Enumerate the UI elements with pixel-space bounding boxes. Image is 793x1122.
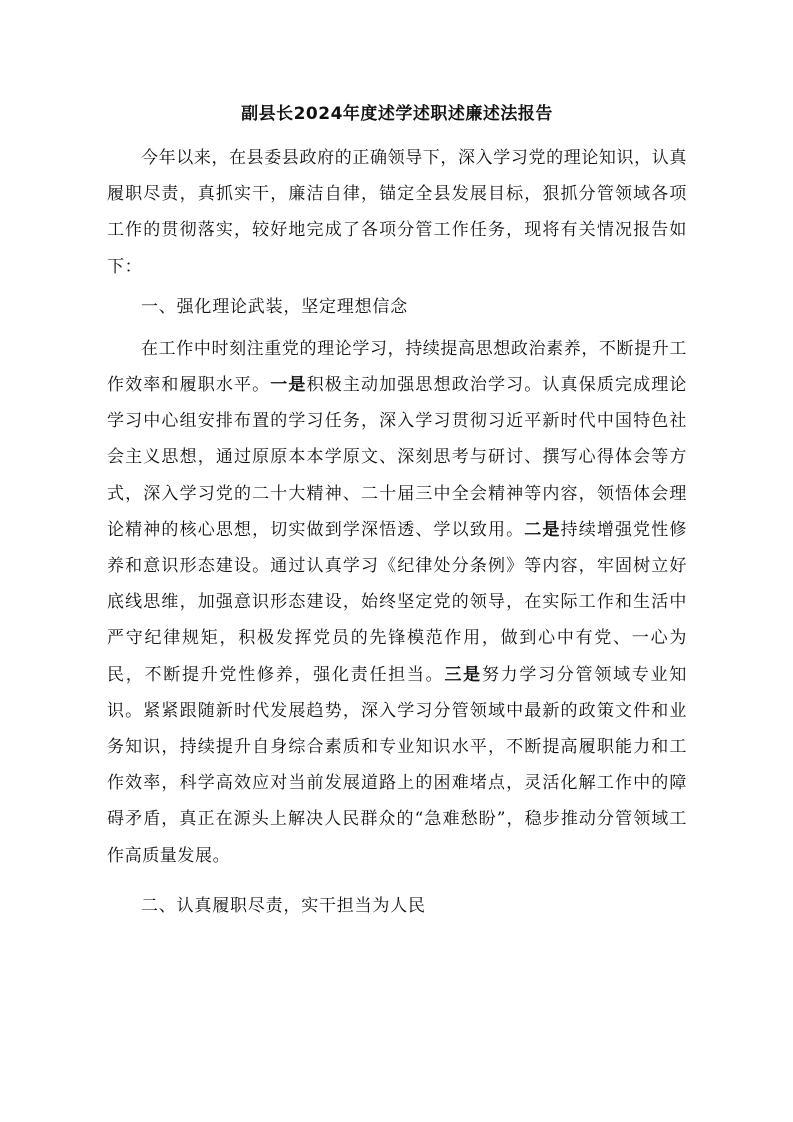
section-1-opening-text: 在工作中时刻注重党的理论学习，持续提高思想政治素养，不断提升工作效率和履职水平。 — [107, 338, 687, 396]
point-1-text: 积极主动加强思想政治学习。认真保质完成理论学习中心组安排布置的学习任务，深入学习贯彻习近平新时代中国特色社会主义思想，通过原原本本学原文、深刻思考与研讨、撰写心得体会等方式，深入学习党的二十大精神、二十届三中全会精神等内容，领悟体会理论精神的核心思想，切实做到学深悟透、学以致用。 — [107, 375, 688, 540]
point-1-lead: 一是 — [270, 375, 307, 396]
point-3-text: 努力学习分管领域专业知识。紧紧跟随新时代发展趋势，深入学习分管领域中最新的政策文件和业务知识，持续提升自身综合素质和专业知识水平，不断提高履职能力和工作效率，科学高效应对当前发展道路上的困难堵点，灵活化解工作中的障碍矛盾，真正在源头上解决人民群众的“急难愁盼”，稳步推动分管领域工作高质量发展。 — [107, 664, 687, 866]
intro-paragraph: 今年以来，在县委县政府的正确领导下，深入学习党的理论知识，认真履职尽责，真抓实干，廉洁自律，锚定全县发展目标，狠抓分管领域各项工作的贯彻落实，较好地完成了各项分管工作任务，现将有关情况报告如下： — [107, 148, 687, 277]
section-1-paragraph — [107, 331, 687, 874]
point-2-lead: 二是 — [524, 519, 561, 540]
section-2-heading: 二、认真履职尽责，实干担当为人民 — [141, 895, 426, 916]
section-1-heading: 一、强化理论武装，坚定理想信念 — [141, 296, 408, 317]
point-2-text: 持续增强党性修养和意识形态建设。通过认真学习《纪律处分条例》等内容，牢固树立好底线思维，加强意识形态建设，始终坚定党的领导，在实际工作和生活中严守纪律规矩，积极发挥党员的先锋模范作用，做到心中有党、一心为民，不断提升党性修养，强化责任担当。 — [107, 519, 687, 685]
point-3-lead: 三是 — [444, 664, 482, 685]
document-title: 副县长2024年度述学述职述廉述法报告 — [241, 104, 553, 124]
document-page — [107, 100, 687, 930]
